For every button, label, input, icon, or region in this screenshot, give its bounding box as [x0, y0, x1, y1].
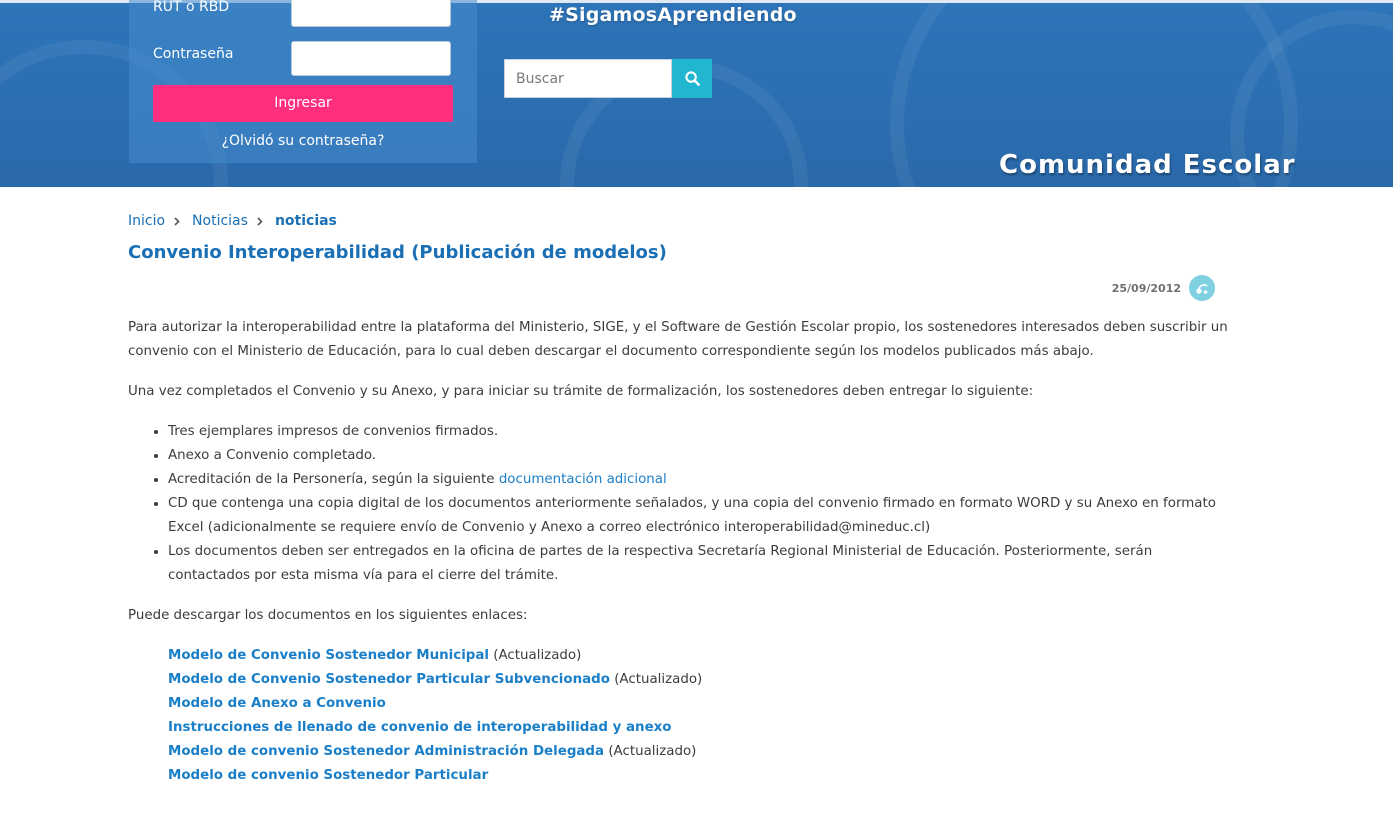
- list-item: [168, 468, 1238, 492]
- article-meta: [1000, 274, 1215, 302]
- header-banner: [0, 0, 1393, 187]
- forgot-password-link[interactable]: ¿Olvidó su contraseña?: [221, 133, 385, 149]
- download-link-municipal[interactable]: Modelo de Convenio Sostenedor Municipal: [168, 648, 490, 663]
- updated-note: (Actualizado): [614, 672, 703, 687]
- share-button[interactable]: [1189, 275, 1215, 301]
- share-icon: [1194, 280, 1210, 296]
- downloads-list: [128, 644, 1238, 788]
- login-panel: [129, 0, 477, 163]
- updated-note: (Actualizado): [493, 648, 582, 663]
- chevron-right-icon: [257, 217, 263, 226]
- password-input[interactable]: [291, 41, 451, 76]
- breadcrumb-home[interactable]: Inicio: [128, 213, 166, 229]
- list-item: [168, 644, 1238, 668]
- download-link-instrucciones[interactable]: Instrucciones de llenado de convenio de interoperabilidad y anexo: [168, 720, 672, 735]
- banner-community-logo: Comunidad Escolar: [999, 150, 1296, 180]
- list-item: [168, 740, 1238, 764]
- search-input[interactable]: [504, 59, 672, 98]
- requirements-list: [128, 420, 1238, 588]
- download-link-particular-subvencionado[interactable]: Modelo de Convenio Sostenedor Particular Subvencionado: [168, 672, 610, 687]
- list-item-text: Acreditación de la Personería, según la siguiente: [168, 472, 495, 487]
- requirements-paragraph: Una vez completados el Convenio y su Anexo, y para iniciar su trámite de formalización, los sostenedores deben entregar lo siguiente:: [128, 384, 1034, 399]
- download-link-anexo[interactable]: Modelo de Anexo a Convenio: [168, 696, 386, 711]
- publish-date: 25/09/2012: [1111, 281, 1181, 295]
- list-item: [168, 764, 1238, 788]
- breadcrumb-noticias[interactable]: Noticias: [192, 213, 248, 229]
- download-link-particular[interactable]: Modelo de convenio Sostenedor Particular: [168, 768, 489, 783]
- download-link-administracion-delegada[interactable]: Modelo de convenio Sostenedor Administración Delegada: [168, 744, 605, 759]
- breadcrumb: [128, 213, 337, 229]
- article-body: [128, 316, 1238, 804]
- breadcrumb-current: noticias: [274, 213, 337, 229]
- list-item: • Anexo a Convenio completado.: [168, 444, 1238, 468]
- list-item: [168, 716, 1238, 740]
- updated-note: (Actualizado): [608, 744, 697, 759]
- additional-docs-link[interactable]: documentación adicional: [498, 472, 667, 487]
- login-button[interactable]: Ingresar: [153, 85, 453, 122]
- list-item: • Los documentos deben ser entregados en la oficina de partes de la respectiva Secretaría Regional Ministerial de Educación. Posteriormente, serán contactados por esta misma vía para el cierre del trámite.: [168, 540, 1238, 588]
- list-item: • Tres ejemplares impresos de convenios firmados.: [168, 420, 1238, 444]
- search-button[interactable]: [672, 59, 712, 98]
- intro-paragraph: Para autorizar la interoperabilidad entre la plataforma del Ministerio, SIGE, y el Software de Gestión Escolar propio, los sostenedores interesados deben suscribir un convenio con el Ministerio de Educación, para lo cual deben descargar el documento correspondiente según los modelos publicados más abajo.: [128, 320, 1228, 359]
- list-item: [168, 692, 1238, 716]
- password-label: Contraseña: [153, 46, 234, 62]
- rut-label: RUT o RBD: [153, 0, 230, 15]
- downloads-intro: Puede descargar los documentos en los siguientes enlaces:: [128, 608, 528, 623]
- page-title: Convenio Interoperabilidad (Publicación de modelos): [128, 242, 667, 263]
- list-item: • CD que contenga una copia digital de los documentos anteriormente señalados, y una copia del convenio firmado en formato WORD y su Anexo en formato Excel (adicionalmente se requiere envío de Convenio y Anexo a correo electrónico interoperabilidad@mineduc.cl): [168, 492, 1238, 540]
- search-icon: [685, 71, 700, 86]
- rut-input[interactable]: [291, 0, 451, 27]
- chevron-right-icon: [174, 217, 180, 226]
- list-item: [168, 668, 1238, 692]
- banner-hashtag: #SigamosAprendiendo: [549, 4, 797, 26]
